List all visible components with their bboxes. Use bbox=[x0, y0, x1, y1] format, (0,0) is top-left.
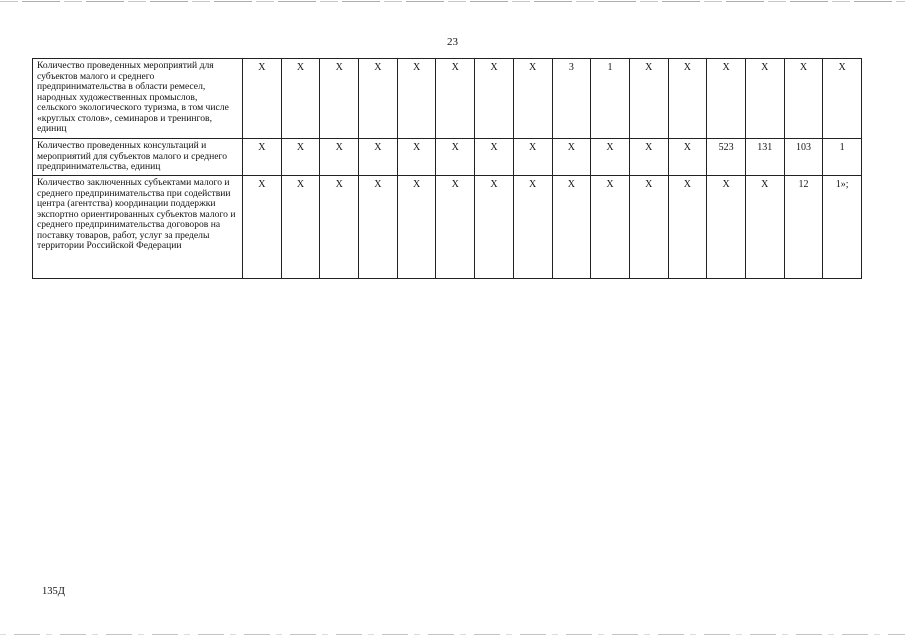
value-cell: X bbox=[320, 139, 359, 176]
value-cell: 103 bbox=[784, 139, 823, 176]
value-cell: X bbox=[359, 176, 398, 279]
value-cell: X bbox=[320, 59, 359, 139]
table-body bbox=[33, 59, 862, 279]
value-cell: X bbox=[707, 59, 746, 139]
indicators-table bbox=[32, 58, 862, 279]
row-label: Количество проведенных консультаций и мероприятий для субъектов малого и среднего предпринимательства, единиц bbox=[33, 139, 243, 176]
page-number: 23 bbox=[447, 36, 458, 48]
value-cell: X bbox=[823, 59, 862, 139]
value-cell: X bbox=[591, 176, 630, 279]
value-cell: X bbox=[320, 176, 359, 279]
value-cell: 523 bbox=[707, 139, 746, 176]
value-cell: X bbox=[552, 139, 591, 176]
value-cell: X bbox=[668, 139, 707, 176]
value-cell: X bbox=[281, 139, 320, 176]
scan-artifact-bottom bbox=[0, 634, 905, 635]
row-label: Количество заключенных субъектами малого и среднего предпринимательства при содействии центра (агентства) координации поддержки экспортно ориентированных субъектов малого и среднего предпринимательства договоров на поставку товаров, работ, услуг за пределы территории Российской Федерации bbox=[33, 176, 243, 279]
value-cell: 1»; bbox=[823, 176, 862, 279]
value-cell: X bbox=[281, 59, 320, 139]
document-code: 135Д bbox=[42, 586, 65, 597]
value-cell: X bbox=[397, 176, 436, 279]
table-row bbox=[33, 59, 862, 139]
value-cell: X bbox=[513, 59, 552, 139]
value-cell: X bbox=[591, 139, 630, 176]
value-cell: X bbox=[629, 139, 668, 176]
value-cell: X bbox=[475, 176, 514, 279]
value-cell: X bbox=[707, 176, 746, 279]
value-cell: X bbox=[475, 59, 514, 139]
value-cell: X bbox=[359, 139, 398, 176]
value-cell: X bbox=[436, 59, 475, 139]
value-cell: X bbox=[475, 139, 514, 176]
value-cell: 131 bbox=[745, 139, 784, 176]
value-cell: X bbox=[629, 59, 668, 139]
value-cell: 12 bbox=[784, 176, 823, 279]
value-cell: X bbox=[243, 176, 282, 279]
value-cell: X bbox=[281, 176, 320, 279]
value-cell: X bbox=[359, 59, 398, 139]
value-cell: X bbox=[552, 176, 591, 279]
value-cell: X bbox=[513, 176, 552, 279]
value-cell: X bbox=[513, 139, 552, 176]
value-cell: X bbox=[397, 139, 436, 176]
value-cell: X bbox=[668, 59, 707, 139]
value-cell: X bbox=[243, 59, 282, 139]
value-cell: X bbox=[436, 139, 475, 176]
table-row bbox=[33, 139, 862, 176]
scan-artifact-top bbox=[0, 1, 905, 2]
value-cell: X bbox=[745, 59, 784, 139]
value-cell: X bbox=[745, 176, 784, 279]
value-cell: X bbox=[668, 176, 707, 279]
value-cell: X bbox=[436, 176, 475, 279]
value-cell: 1 bbox=[823, 139, 862, 176]
value-cell: 3 bbox=[552, 59, 591, 139]
value-cell: X bbox=[243, 139, 282, 176]
table-row bbox=[33, 176, 862, 279]
value-cell: X bbox=[629, 176, 668, 279]
value-cell: X bbox=[397, 59, 436, 139]
value-cell: 1 bbox=[591, 59, 630, 139]
row-label: Количество проведенных мероприятий для субъектов малого и среднего предпринимательства в области ремесел, народных художественных промыслов, сельского экологического туризма, в том числе «круглых столов», семинаров и тренингов, единиц bbox=[33, 59, 243, 139]
value-cell: X bbox=[784, 59, 823, 139]
